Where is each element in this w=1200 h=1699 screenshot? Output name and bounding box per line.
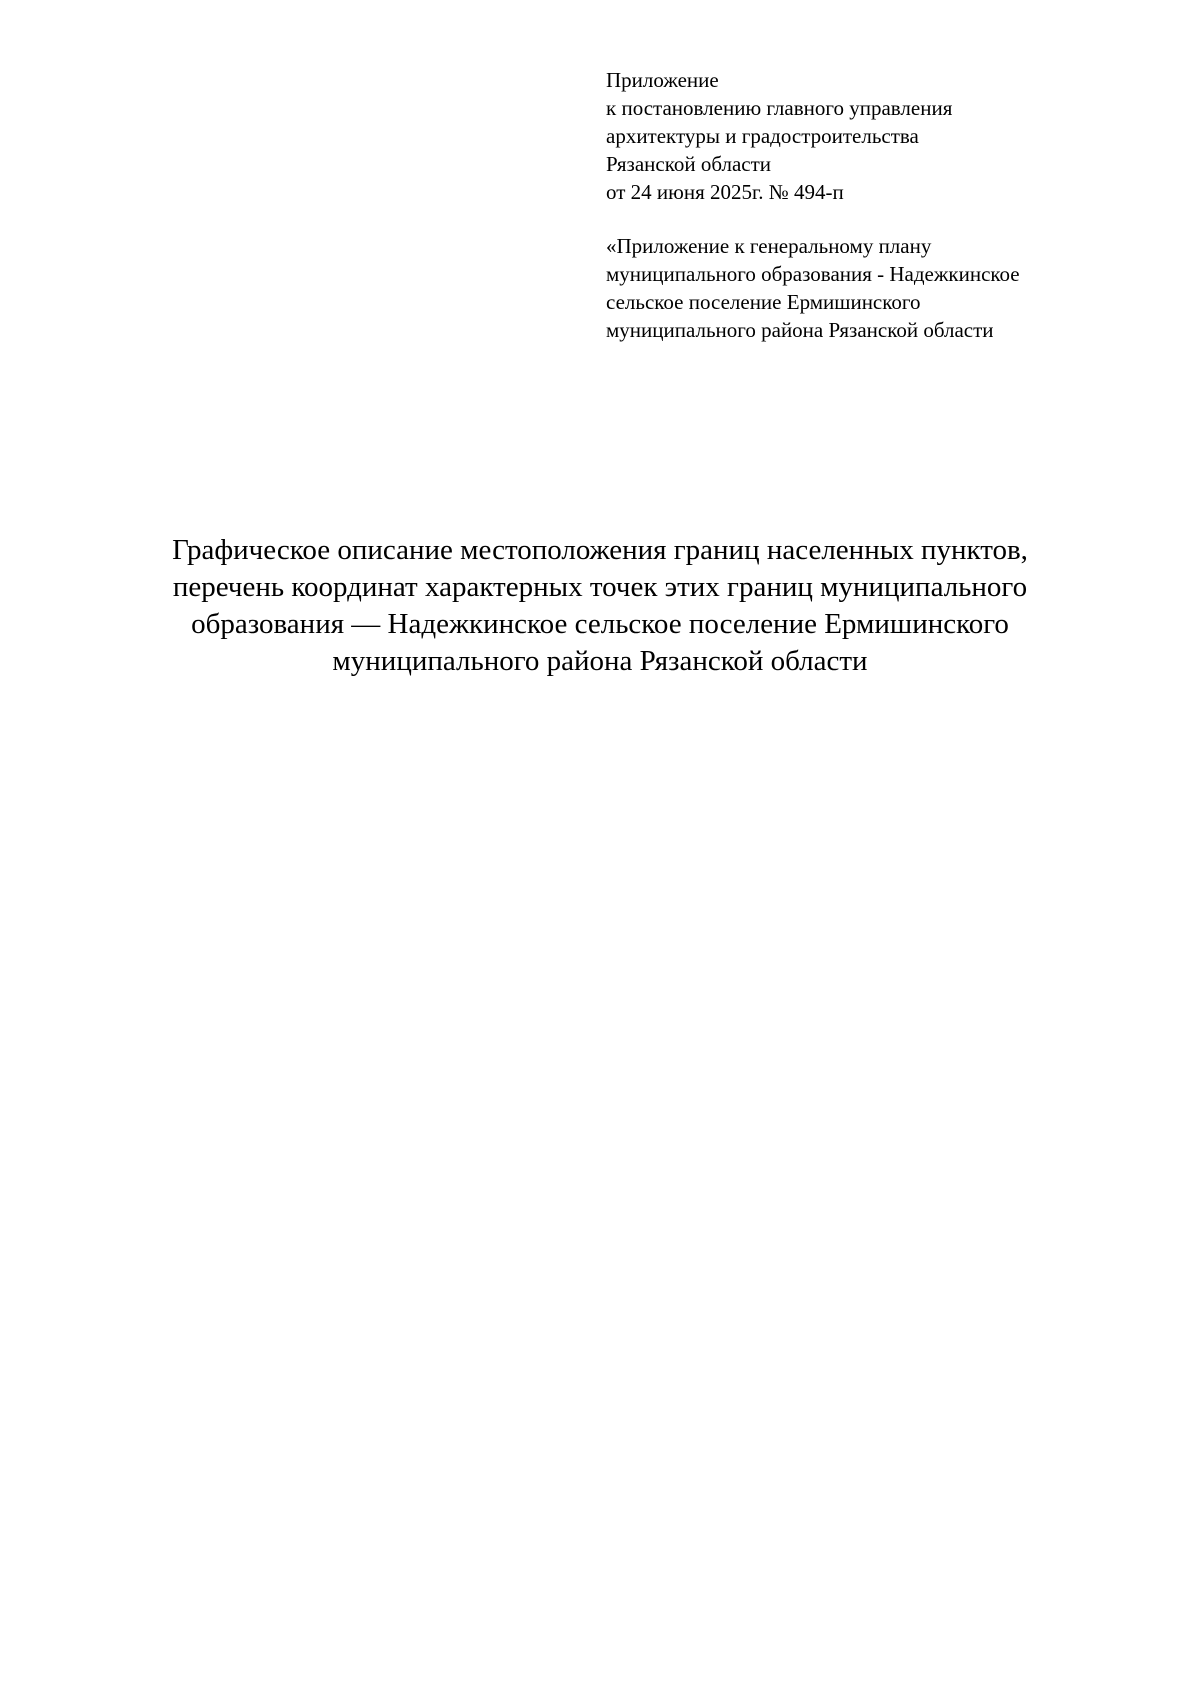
quote-line: муниципального образования - Надежкинское bbox=[606, 262, 1020, 286]
title-line: муниципального района Рязанской области bbox=[332, 645, 868, 677]
appendix-line: к постановлению главного управления bbox=[606, 96, 953, 120]
general-plan-appendix-block bbox=[606, 232, 1126, 344]
appendix-date-number: от 24 июня 2025г. № 494-п bbox=[606, 180, 844, 204]
document-title bbox=[100, 532, 1100, 680]
title-line: перечень координат характерных точек этих границ муниципального bbox=[172, 571, 1028, 603]
title-line: Графическое описание местоположения границ населенных пунктов, bbox=[172, 534, 1028, 566]
appendix-reference-block bbox=[606, 66, 1126, 206]
appendix-line: Рязанской области bbox=[606, 152, 772, 176]
quote-line: сельское поселение Ермишинского bbox=[606, 290, 921, 314]
quote-line: муниципального района Рязанской области bbox=[606, 318, 994, 342]
appendix-line: Приложение bbox=[606, 68, 719, 92]
quote-line: «Приложение к генеральному плану bbox=[606, 234, 932, 258]
title-line: образования — Надежкинское сельское поселение Ермишинского bbox=[191, 608, 1009, 640]
appendix-line: архитектуры и градостроительства bbox=[606, 124, 919, 148]
